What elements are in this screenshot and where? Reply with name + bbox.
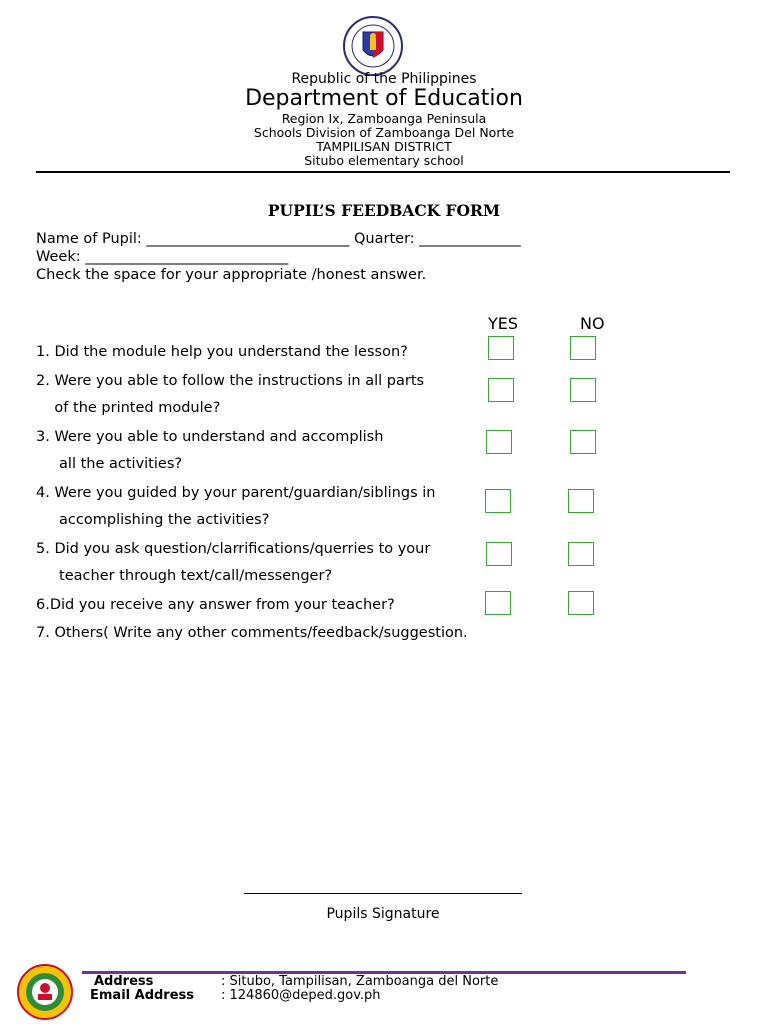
week-line: Week: ____________________________ [36,249,289,265]
q1-yes-checkbox[interactable] [488,336,514,360]
q5-yes-checkbox[interactable] [486,542,512,566]
question-7: 7. Others( Write any other comments/feedback/suggestion. [36,625,468,641]
question-5-continued: teacher through text/call/messenger? [36,568,333,584]
deped-seal-logo [343,16,403,76]
q6-yes-checkbox[interactable] [485,591,511,615]
question-2: 2. Were you able to follow the instructions in all parts [36,373,425,389]
q3-yes-checkbox[interactable] [486,430,512,454]
instruction-text: Check the space for your appropriate /honest answer. [36,267,427,283]
q4-no-checkbox[interactable] [568,489,594,513]
region-line: Region Ix, Zamboanga Peninsula [281,111,487,126]
header-divider [36,171,730,173]
q6-no-checkbox[interactable] [568,591,594,615]
school-line: Situbo elementary school [304,153,464,168]
header-address-block [0,112,768,168]
q5-no-checkbox[interactable] [568,542,594,566]
republic-line: Republic of the Philippines [291,71,477,87]
question-3: 3. Were you able to understand and accomplish [36,429,384,445]
form-title: PUPIL’S FEEDBACK FORM [267,201,501,220]
question-6: 6.Did you receive any answer from your teacher? [36,597,395,613]
question-2-continued: of the printed module? [36,400,221,416]
address-label: Address [94,974,154,989]
question-4: 4. Were you guided by your parent/guardian/siblings in [36,485,436,501]
q4-yes-checkbox[interactable] [485,489,511,513]
question-1: 1. Did the module help you understand the lesson? [36,344,408,360]
no-column-header: NO [580,314,605,333]
email-label: Email Address [90,988,195,1003]
q3-no-checkbox[interactable] [570,430,596,454]
email-value: : 124860@deped.gov.ph [221,988,381,1003]
district-line: TAMPILISAN DISTRICT [316,139,452,154]
question-4-continued: accomplishing the activities? [36,512,270,528]
address-value: : Situbo, Tampilisan, Zamboanga del Norte [221,974,499,989]
question-3-continued: all the activities? [36,456,183,472]
department-title: Department of Education [245,86,523,111]
question-5: 5. Did you ask question/clarrifications/querries to your [36,541,431,557]
q2-no-checkbox[interactable] [570,378,596,402]
yes-column-header: YES [488,314,519,333]
signature-line[interactable] [244,893,522,894]
school-logo [14,963,76,1021]
name-quarter-line: Name of Pupil: ____________________________ Quarter: ______________ [36,231,521,247]
q1-no-checkbox[interactable] [570,336,596,360]
q2-yes-checkbox[interactable] [488,378,514,402]
signature-label: Pupils Signature [326,906,440,922]
division-line: Schools Division of Zamboanga Del Norte [253,125,515,140]
